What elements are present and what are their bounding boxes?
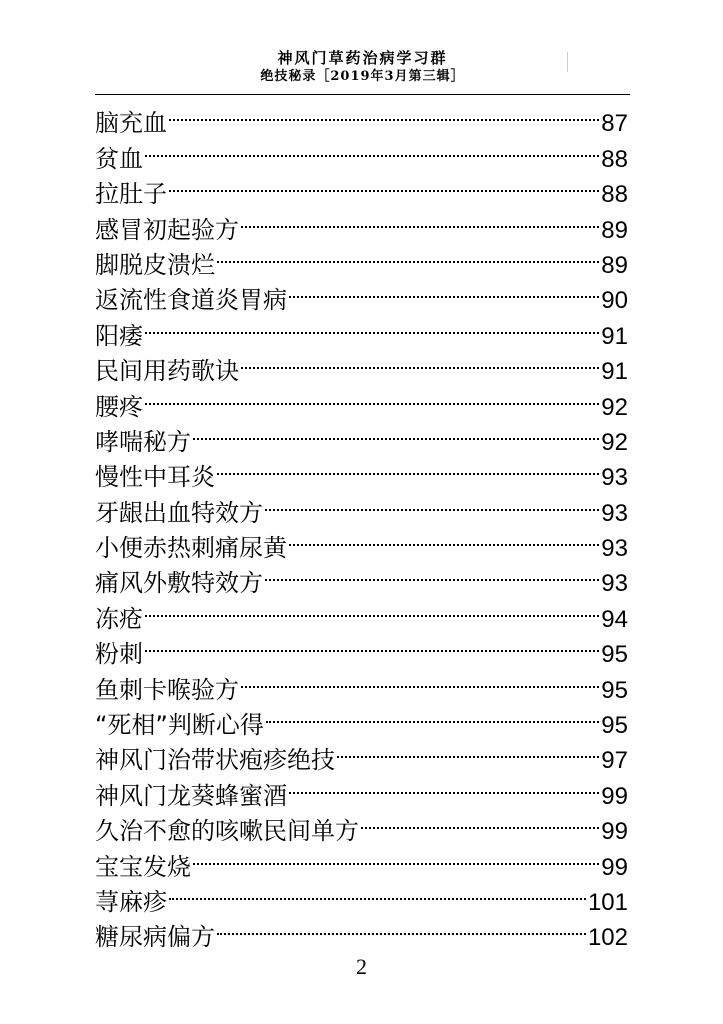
toc-entry-page: 102 [587, 924, 628, 952]
toc-dot-leader [289, 768, 599, 803]
header-margin-mark [567, 52, 568, 72]
header-divider [95, 94, 630, 95]
toc-dot-leader [265, 556, 599, 591]
toc-dot-leader [266, 698, 599, 733]
toc-entry-page: 92 [601, 428, 628, 456]
toc-dot-leader [241, 662, 599, 697]
toc-entry[interactable] [95, 344, 628, 386]
toc-entry[interactable] [95, 202, 628, 244]
toc-dot-leader [145, 131, 599, 166]
toc-entry-title: 神风门治带状疱疹绝技 [95, 746, 335, 775]
header-subtitle: 绝技秘录［2019年3月第三辑］ [260, 69, 465, 84]
toc-entry-page: 99 [601, 818, 628, 846]
toc-entry-page: 91 [601, 358, 628, 386]
toc-dot-leader [361, 804, 599, 839]
toc-dot-leader [169, 167, 599, 202]
toc-dot-leader [193, 415, 599, 450]
toc-entry-title: 小便赤热刺痛尿黄 [95, 534, 287, 563]
toc-dot-leader [169, 96, 599, 131]
toc-dot-leader [217, 450, 599, 485]
toc-entry-page: 90 [601, 287, 628, 315]
running-header [95, 48, 630, 86]
toc-entry-title: 民间用药歌诀 [95, 357, 239, 386]
page-number: 2 [356, 954, 367, 979]
toc-entry-title: 冻疮 [95, 604, 143, 633]
toc-entry-page: 92 [601, 393, 628, 421]
toc-dot-leader [241, 344, 599, 379]
toc-entry[interactable] [95, 96, 628, 138]
toc-entry-title: 返流性食道炎胃病 [95, 286, 287, 315]
toc-entry-title: 脚脱皮溃烂 [95, 250, 215, 279]
toc-dot-leader [217, 238, 599, 273]
toc-dot-leader [289, 521, 599, 556]
toc-entry[interactable] [95, 308, 628, 350]
toc-entry-title: 感冒初起验方 [95, 215, 239, 244]
toc-dot-leader [169, 875, 586, 910]
toc-entry-title: 荨麻疹 [95, 887, 167, 916]
toc-entry-title: 拉肚子 [95, 180, 167, 209]
toc-entry[interactable] [95, 875, 628, 916]
toc-entry-title: 鱼刺卡喉验方 [95, 675, 239, 704]
toc-entry-title: 贫血 [95, 144, 143, 173]
toc-entry-page: 94 [601, 605, 628, 633]
toc-entry-title: 宝宝发烧 [95, 852, 191, 881]
toc-entry[interactable] [95, 627, 628, 669]
toc-entry[interactable] [95, 415, 628, 456]
toc-entry-page: 99 [601, 782, 628, 810]
toc-entry-title: 哮喘秘方 [95, 427, 191, 456]
toc-entry-page: 95 [601, 712, 628, 740]
toc-entry-page: 89 [601, 251, 628, 279]
toc-entry-page: 88 [601, 181, 628, 209]
toc-entry-page: 93 [601, 464, 628, 492]
toc-entry-title: 久治不愈的咳嗽民间单方 [95, 817, 359, 846]
toc-dot-leader [145, 627, 599, 662]
toc-entry-title: 慢性中耳炎 [95, 463, 215, 492]
toc-dot-leader [193, 839, 599, 874]
toc-entry-page: 91 [601, 322, 628, 350]
toc-entry-page: 89 [601, 216, 628, 244]
toc-entry-page: 95 [601, 641, 628, 669]
toc-entry-title: 痛风外敷特效方 [95, 569, 263, 598]
toc-entry-title: 牙龈出血特效方 [95, 498, 263, 527]
toc-entry-title: 粉刺 [95, 640, 143, 669]
toc-entry-page: 93 [601, 499, 628, 527]
toc-entry[interactable] [95, 379, 628, 421]
toc-entry[interactable] [95, 131, 628, 173]
toc-entry-title: 腰疼 [95, 392, 143, 421]
toc-entry-title: “死相”判断心得 [95, 711, 264, 740]
toc-entry-page: 93 [601, 535, 628, 563]
toc-entry-page: 101 [587, 888, 628, 916]
toc-dot-leader [265, 485, 599, 520]
toc-dot-leader [241, 202, 599, 237]
toc-entry[interactable] [95, 662, 628, 704]
toc-entry-page: 99 [601, 853, 628, 881]
toc-entry-page: 93 [601, 570, 628, 598]
toc-dot-leader [145, 379, 599, 414]
header-title: 神风门草药治病学习群 [277, 49, 448, 67]
toc-entry[interactable] [95, 167, 628, 209]
toc-entry-page: 95 [601, 676, 628, 704]
toc-entry[interactable] [95, 910, 628, 952]
toc-entry-page: 88 [601, 145, 628, 173]
toc-entry-page: 87 [601, 110, 628, 138]
toc-entry-title: 糖尿病偏方 [95, 923, 215, 952]
toc-entry-title: 神风门龙葵蜂蜜酒 [95, 781, 287, 810]
toc-dot-leader [145, 308, 599, 343]
toc-dot-leader [289, 273, 599, 308]
toc-dot-leader [217, 910, 586, 945]
toc-entry-title: 脑充血 [95, 109, 167, 138]
toc-entry[interactable] [95, 591, 628, 633]
toc-entry-title: 阳痿 [95, 321, 143, 350]
toc-dot-leader [337, 733, 599, 768]
toc-entry-page: 97 [601, 747, 628, 775]
table-of-contents [95, 96, 628, 952]
toc-dot-leader [145, 591, 599, 626]
